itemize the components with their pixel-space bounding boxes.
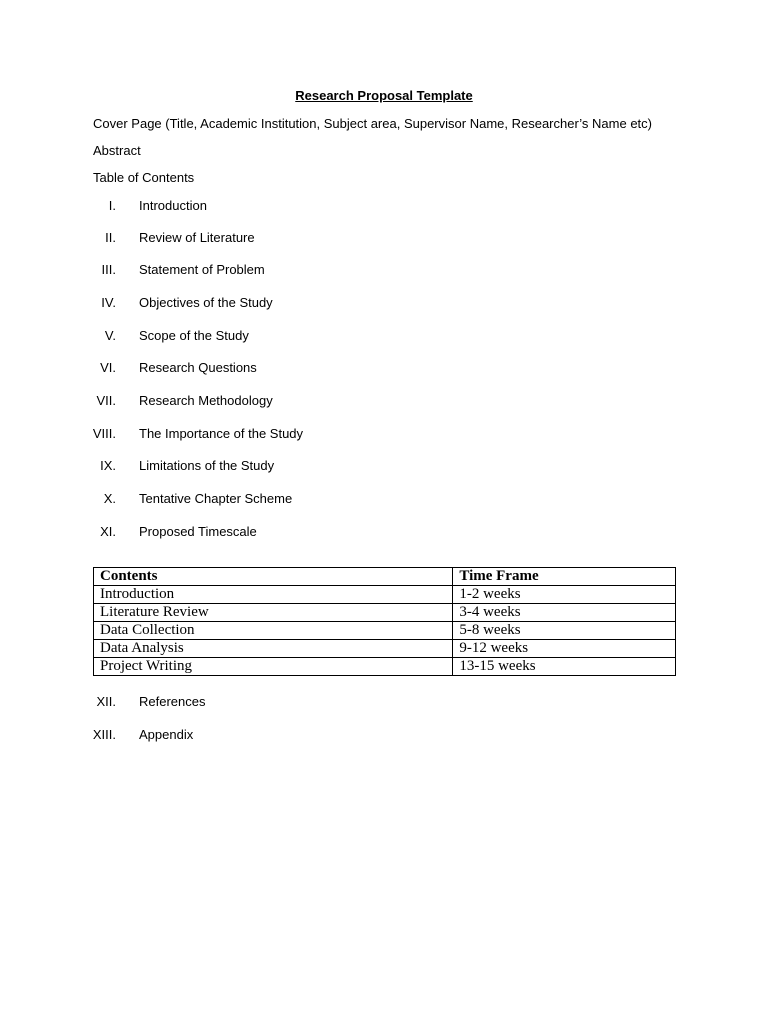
table-header-row (94, 568, 676, 586)
section-label: The Importance of the Study (139, 426, 304, 441)
table-row (94, 640, 676, 658)
table-cell-time-frame: 13-15 weeks (453, 658, 676, 676)
section-item (80, 726, 680, 743)
section-number: XIII. (92, 727, 116, 742)
section-item (80, 197, 680, 214)
table-cell-contents: Data Collection (94, 622, 453, 640)
section-number: VIII. (92, 426, 116, 441)
section-label: Proposed Timescale (139, 524, 257, 539)
section-label: References (139, 694, 206, 709)
section-label: Appendix (139, 727, 194, 742)
table-of-contents-line: Table of Contents (93, 170, 195, 185)
section-number: III. (101, 262, 116, 277)
cover-page-line: Cover Page (Title, Academic Institution, Subject area, Supervisor Name, Researcher’s Name etc) (93, 116, 652, 131)
section-label: Limitations of the Study (139, 458, 275, 473)
column-header-contents: Contents (94, 568, 453, 586)
table-cell-time-frame: 3-4 weeks (453, 604, 676, 622)
section-item (80, 523, 680, 540)
section-label: Objectives of the Study (139, 295, 273, 310)
abstract-line: Abstract (93, 143, 141, 158)
table-row (94, 622, 676, 640)
table-row (94, 604, 676, 622)
table-cell-contents: Introduction (94, 586, 453, 604)
section-item (80, 229, 680, 246)
table-cell-time-frame: 1-2 weeks (453, 586, 676, 604)
section-item (80, 327, 680, 344)
section-item (80, 425, 680, 442)
table-row (94, 586, 676, 604)
table-cell-contents: Literature Review (94, 604, 453, 622)
section-label: Introduction (139, 198, 207, 213)
section-label: Review of Literature (139, 230, 255, 245)
section-number: VI. (100, 360, 116, 375)
section-number: IX. (100, 458, 116, 473)
section-label: Research Methodology (139, 393, 273, 408)
section-item (80, 693, 680, 710)
section-label: Tentative Chapter Scheme (139, 491, 293, 506)
column-header-time-frame: Time Frame (453, 568, 676, 586)
table-cell-time-frame: 9-12 weeks (453, 640, 676, 658)
section-item (80, 294, 680, 311)
table-cell-contents: Data Analysis (94, 640, 453, 658)
section-label: Statement of Problem (139, 262, 265, 277)
section-number: X. (103, 491, 116, 506)
section-number: V. (104, 328, 116, 343)
section-label: Scope of the Study (139, 328, 249, 343)
section-number: I. (108, 198, 116, 213)
document-title: Research Proposal Template (295, 88, 473, 103)
table-row (94, 658, 676, 676)
section-number: IV. (101, 295, 116, 310)
section-number: VII. (96, 393, 116, 408)
section-number: II. (105, 230, 116, 245)
timescale-table (93, 567, 676, 676)
section-number: XII. (96, 694, 116, 709)
section-item (80, 457, 680, 474)
section-label: Research Questions (139, 360, 257, 375)
table-cell-contents: Project Writing (94, 658, 453, 676)
section-number: XI. (100, 524, 116, 539)
section-item (80, 392, 680, 409)
section-item (80, 261, 680, 278)
section-item (80, 490, 680, 507)
table-cell-time-frame: 5-8 weeks (453, 622, 676, 640)
section-item (80, 359, 680, 376)
